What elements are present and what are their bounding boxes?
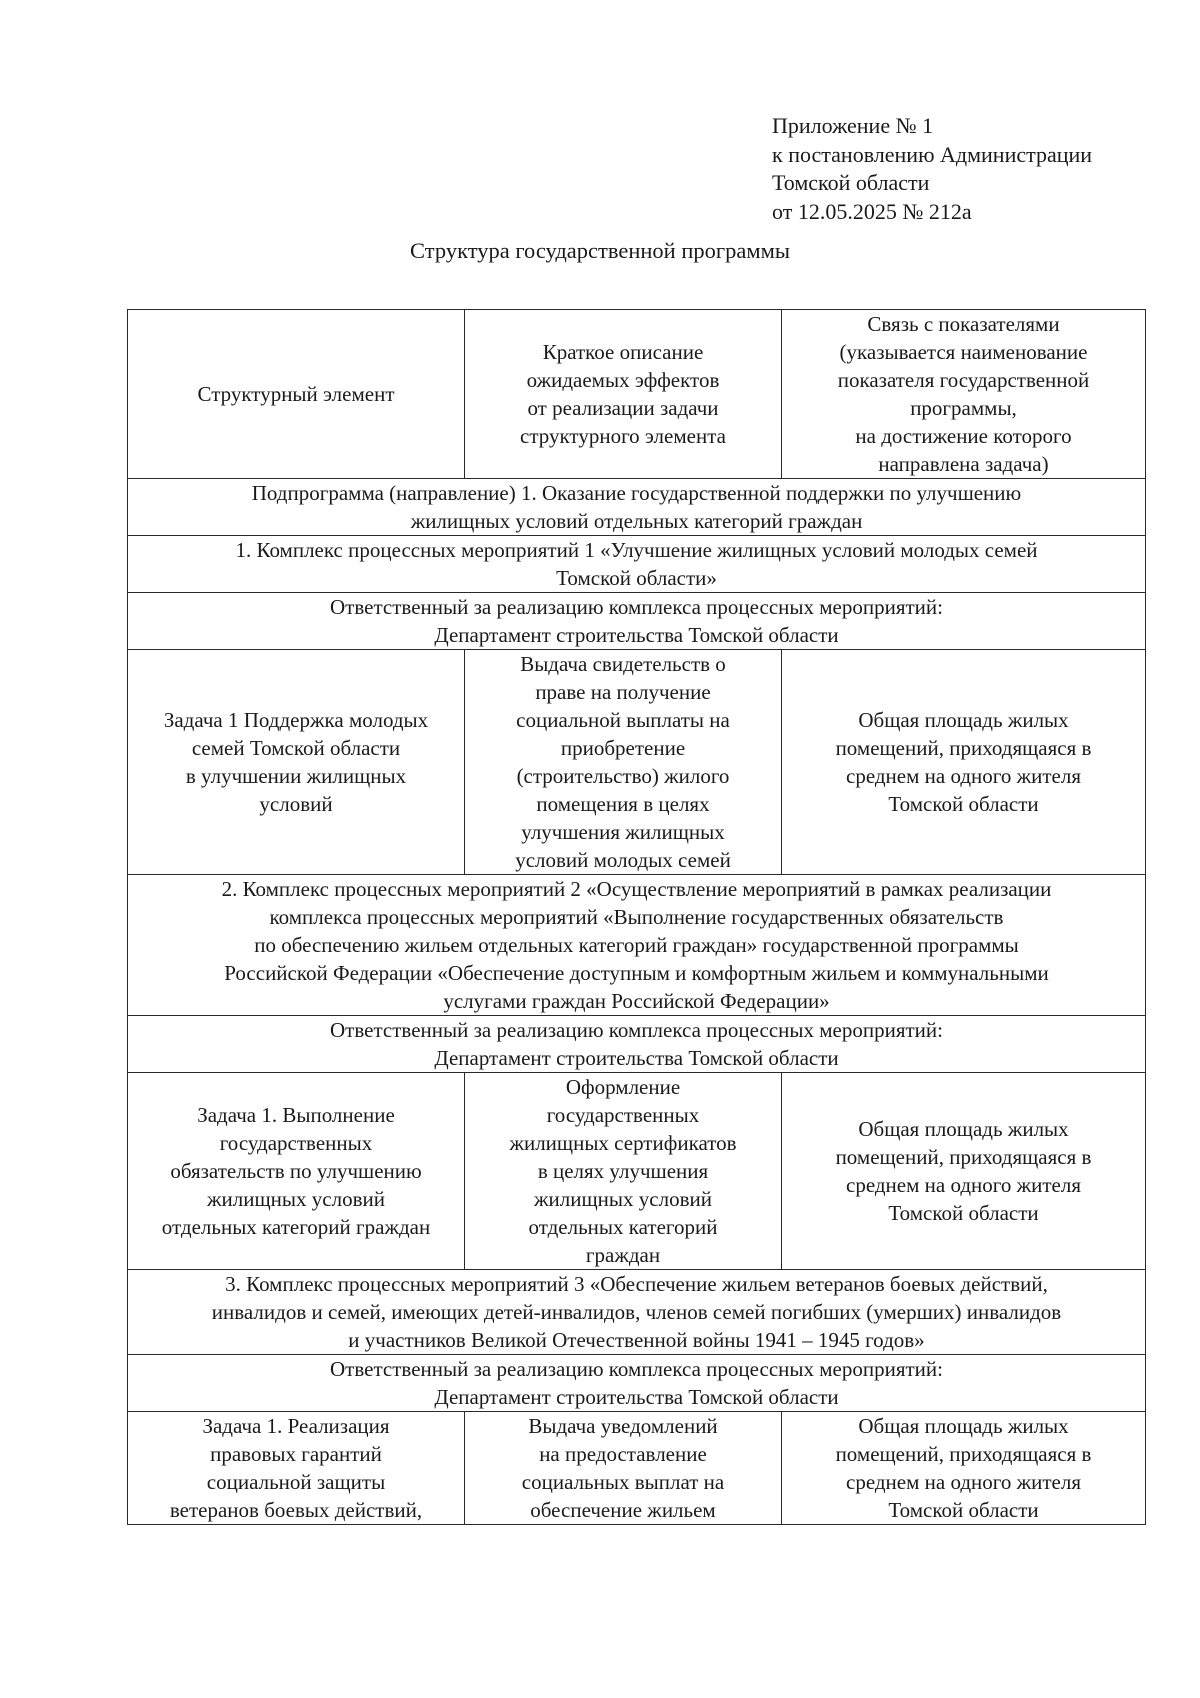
complex-3-task-element: Задача 1. Реализация правовых гарантий социальной защиты ветеранов боевых действий, [128,1412,465,1525]
table-row [128,1412,1146,1525]
annex-region: Томской области [772,170,930,195]
table-row [128,479,1146,536]
complex-3-task-indicator: Общая площадь жилых помещений, приходящаяся в среднем на одного жителя Томской области [782,1412,1146,1525]
table-header-row [128,310,1146,479]
table-row [128,1073,1146,1270]
annex-block [772,112,1092,226]
complex-2-title: 2. Комплекс процессных мероприятий 2 «Осуществление мероприятий в рамках реализации комплекса процессных мероприятий «Выполнение государственных обязательств по обеспечению жильем отдельных категорий граждан» государственной программы Российской Федерации «Обеспечение доступным и комфортным жильем и коммунальными услугами граждан Российской Федерации» [128,875,1146,1016]
annex-date: от 12.05.2025 № 212а [772,198,972,224]
complex-1-task-element: Задача 1 Поддержка молодых семей Томской области в улучшении жилищных условий [128,650,465,875]
table-row [128,1016,1146,1073]
document-title: Структура государственной программы [410,238,790,263]
table-row [128,650,1146,875]
table-row [128,536,1146,593]
program-structure-table [127,309,1146,1525]
complex-2-task-element: Задача 1. Выполнение государственных обязательств по улучшению жилищных условий отдельных категорий граждан [128,1073,465,1270]
header-structural-element: Структурный элемент [128,310,465,479]
table-row [128,1355,1146,1412]
annex-number: Приложение № 1 [772,113,934,138]
table-row [128,875,1146,1016]
table-row [128,1270,1146,1355]
complex-3-task-effect: Выдача уведомлений на предоставление социальных выплат на обеспечение жильем [465,1412,782,1525]
complex-2-task-effect: Оформление государственных жилищных сертификатов в целях улучшения жилищных условий отдельных категорий граждан [465,1073,782,1270]
annex-resolution: к постановлению Администрации [772,141,1093,167]
complex-2-responsible: Ответственный за реализацию комплекса процессных мероприятий: Департамент строительства Томской области [128,1016,1146,1073]
complex-3-title: 3. Комплекс процессных мероприятий 3 «Обеспечение жильем ветеранов боевых действий, инвалидов и семей, имеющих детей-инвалидов, членов семей погибших (умерших) инвалидов и участников Великой Отечественной войны 1941 – 1945 годов» [128,1270,1146,1355]
header-effects-description: Краткое описание ожидаемых эффектов от реализации задачи структурного элемента [465,310,782,479]
complex-1-responsible: Ответственный за реализацию комплекса процессных мероприятий: Департамент строительства Томской области [128,593,1146,650]
table-row [128,593,1146,650]
complex-1-task-effect: Выдача свидетельств о праве на получение социальной выплаты на приобретение (строительство) жилого помещения в целях улучшения жилищных условий молодых семей [465,650,782,875]
subprogram-title: Подпрограмма (направление) 1. Оказание государственной поддержки по улучшению жилищных условий отдельных категорий граждан [128,479,1146,536]
complex-1-task-indicator: Общая площадь жилых помещений, приходящаяся в среднем на одного жителя Томской области [782,650,1146,875]
complex-3-responsible: Ответственный за реализацию комплекса процессных мероприятий: Департамент строительства Томской области [128,1355,1146,1412]
complex-1-title: 1. Комплекс процессных мероприятий 1 «Улучшение жилищных условий молодых семей Томской области» [128,536,1146,593]
header-indicators-link: Связь с показателями (указывается наименование показателя государственной программы, на достижение которого направлена задача) [782,310,1146,479]
complex-2-task-indicator: Общая площадь жилых помещений, приходящаяся в среднем на одного жителя Томской области [782,1073,1146,1270]
